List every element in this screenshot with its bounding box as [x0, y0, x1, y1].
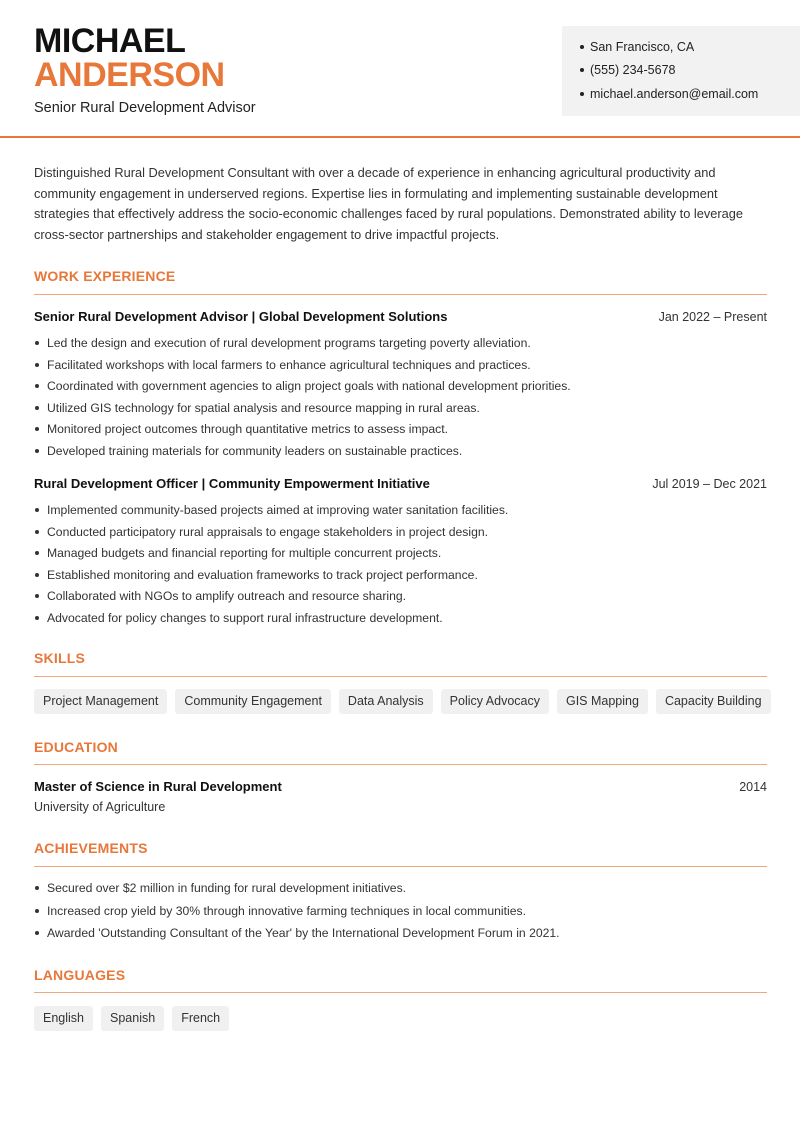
email-text[interactable]: michael.anderson@email.com: [590, 87, 759, 101]
job-header: [34, 475, 767, 493]
first-name: MICHAEL: [34, 22, 186, 60]
achievements-list: [34, 879, 767, 947]
list-item: Led the design and execution of rural development programs targeting poverty alleviation.: [34, 334, 767, 356]
job-bullets: [34, 334, 767, 463]
graduation-year: 2014: [739, 780, 767, 794]
degree-name: Master of Science in Rural Development: [34, 779, 282, 794]
list-item: Facilitated workshops with local farmers to enhance agricultural techniques and practices.: [34, 356, 767, 378]
job-dates: Jan 2022 – Present: [658, 310, 767, 324]
job-dates: Jul 2019 – Dec 2021: [652, 477, 767, 491]
location-text: San Francisco, CA: [590, 40, 695, 54]
bullet-dot: [580, 45, 584, 49]
phone-text: (555) 234-5678: [590, 63, 676, 77]
skill-tag: Capacity Building: [656, 689, 771, 714]
skill-tag: Community Engagement: [175, 689, 331, 714]
school-name: University of Agriculture: [34, 800, 166, 814]
job-bullets: [34, 501, 767, 630]
section-divider: [34, 764, 767, 765]
section-divider: [34, 676, 767, 677]
list-item: Established monitoring and evaluation frameworks to track project performance.: [34, 566, 767, 588]
list-item: Developed training materials for community leaders on sustainable practices.: [34, 442, 767, 464]
skills-list: [34, 689, 771, 714]
bullet-dot: [580, 92, 584, 96]
job-title: Senior Rural Development Advisor: [34, 100, 256, 116]
contact-box: [562, 26, 800, 116]
contact-email[interactable]: [580, 86, 758, 102]
language-tag: French: [172, 1006, 229, 1031]
section-title-work: WORK EXPERIENCE: [34, 268, 176, 284]
list-item: Coordinated with government agencies to align project goals with national development priorities.: [34, 377, 767, 399]
skill-tag: Policy Advocacy: [441, 689, 549, 714]
resume-header: [0, 0, 800, 138]
skill-tag: Project Management: [34, 689, 167, 714]
language-tag: English: [34, 1006, 93, 1031]
summary-paragraph: Distinguished Rural Development Consultant with over a decade of experience in enhancing agricultural productivity and community engagement in underserved regions. Expertise lies in formulating and implementing sustainable development strategies that effectively address the socio-economic challenges faced by rural populations. Demonstrated ability to leverage cross-sector partnerships and stakeholder engagement to drive impactful projects.: [34, 165, 743, 242]
contact-location: [580, 39, 694, 55]
job-role: Rural Development Officer | Community Empowerment Initiative: [34, 476, 430, 491]
bullet-dot: [580, 68, 584, 72]
job-header: [34, 308, 767, 326]
education-header: [34, 778, 767, 796]
skill-tag: Data Analysis: [339, 689, 433, 714]
list-item: Conducted participatory rural appraisals to engage stakeholders in project design.: [34, 523, 767, 545]
list-item: Increased crop yield by 30% through innovative farming techniques in local communities.: [34, 902, 767, 925]
last-name: ANDERSON: [34, 56, 225, 94]
section-title-skills: SKILLS: [34, 650, 85, 666]
list-item: Secured over $2 million in funding for rural development initiatives.: [34, 879, 767, 902]
job-role: Senior Rural Development Advisor | Global Development Solutions: [34, 309, 448, 324]
section-divider: [34, 866, 767, 867]
skill-tag: GIS Mapping: [557, 689, 648, 714]
list-item: Monitored project outcomes through quantitative metrics to assess impact.: [34, 420, 767, 442]
list-item: Collaborated with NGOs to amplify outreach and resource sharing.: [34, 587, 767, 609]
language-tag: Spanish: [101, 1006, 164, 1031]
section-divider: [34, 294, 767, 295]
list-item: Awarded 'Outstanding Consultant of the Year' by the International Development Forum in 2021.: [34, 924, 767, 947]
list-item: Utilized GIS technology for spatial analysis and resource mapping in rural areas.: [34, 399, 767, 421]
contact-phone: [580, 62, 675, 78]
section-title-education: EDUCATION: [34, 739, 118, 755]
languages-list: [34, 1006, 229, 1031]
section-divider: [34, 992, 767, 993]
section-title-languages: LANGUAGES: [34, 967, 126, 983]
list-item: Managed budgets and financial reporting for multiple concurrent projects.: [34, 544, 767, 566]
list-item: Implemented community-based projects aimed at improving water sanitation facilities.: [34, 501, 767, 523]
list-item: Advocated for policy changes to support rural infrastructure development.: [34, 609, 767, 631]
section-title-achievements: ACHIEVEMENTS: [34, 840, 148, 856]
